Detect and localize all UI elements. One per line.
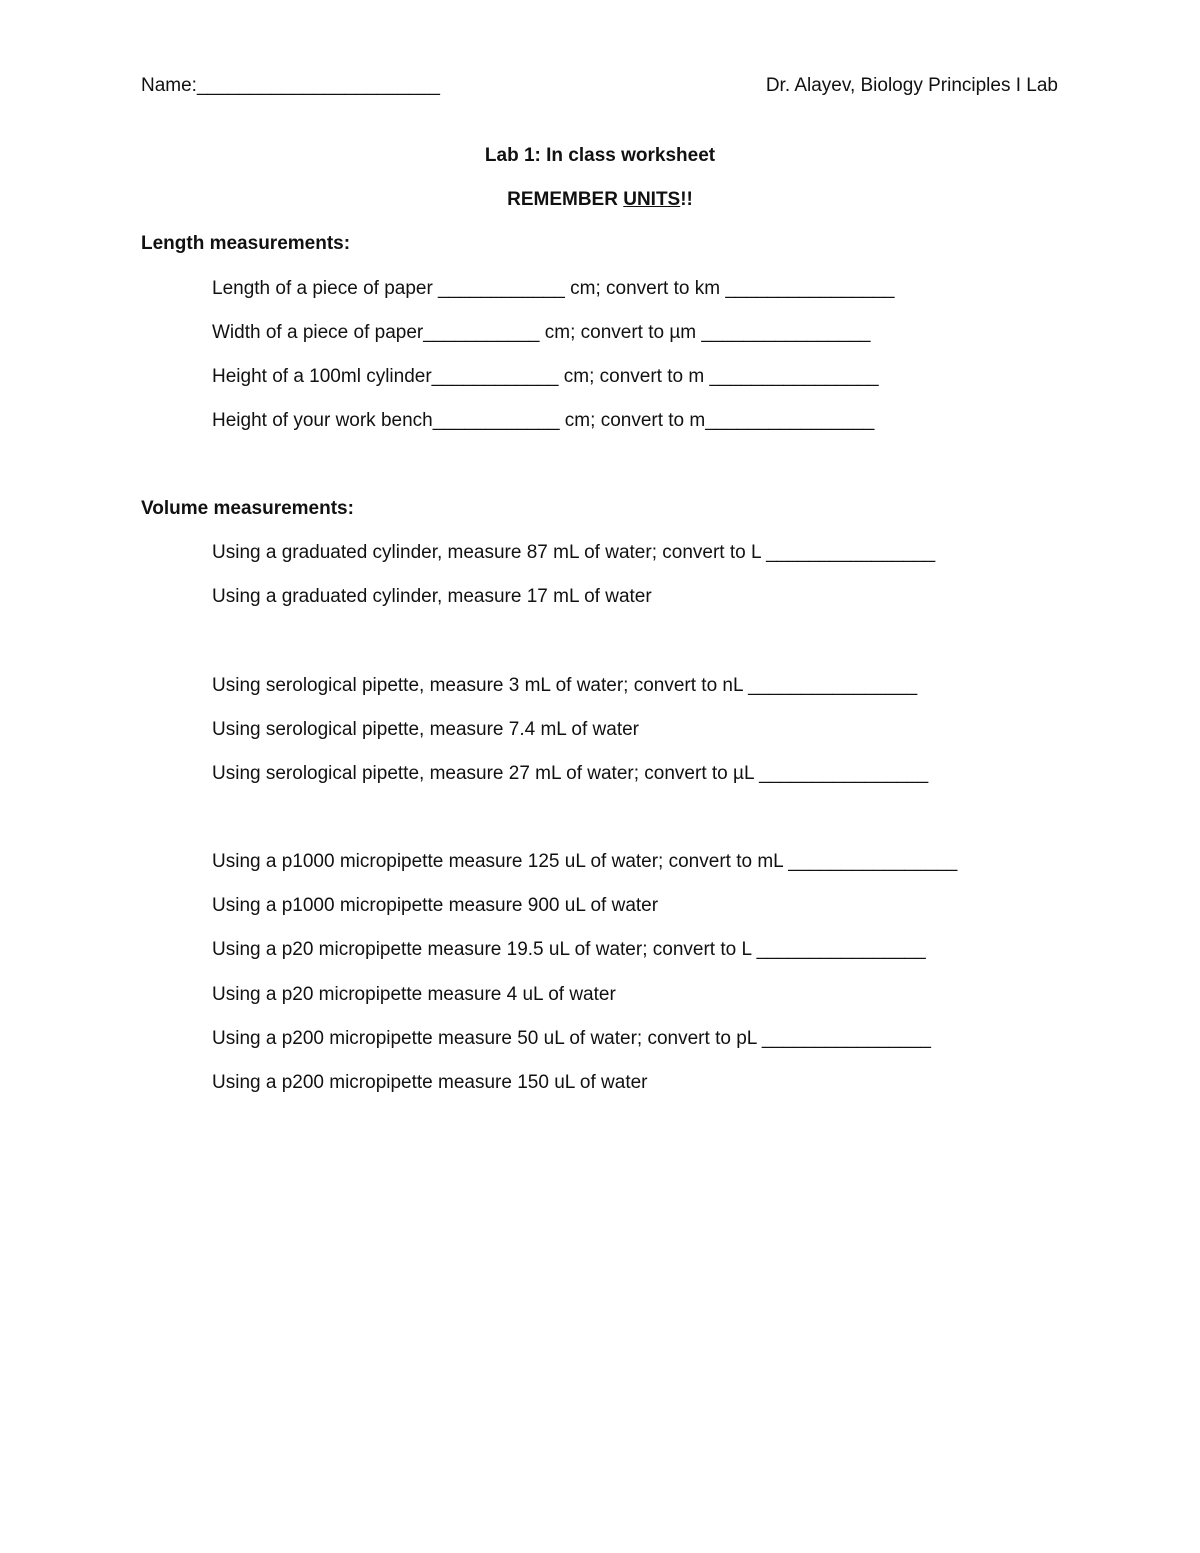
- volume-item: Using a p1000 micropipette measure 900 uL of water: [212, 895, 659, 916]
- name-field-label: Name:_______________________: [141, 75, 440, 96]
- remember-units-note: [0, 189, 1200, 211]
- volume-item: Using a graduated cylinder, measure 17 mL of water: [212, 586, 652, 607]
- volume-section-heading: Volume measurements:: [141, 498, 354, 519]
- remember-prefix: REMEMBER: [507, 189, 624, 210]
- page-title: Lab 1: In class worksheet: [484, 145, 716, 166]
- length-item: Length of a piece of paper ____________ cm; convert to km ________________: [212, 278, 895, 299]
- volume-item: Using a p1000 micropipette measure 125 uL of water; convert to mL ________________: [212, 851, 958, 872]
- volume-item: Using a graduated cylinder, measure 87 mL of water; convert to L ________________: [212, 542, 936, 563]
- volume-item: Using a p20 micropipette measure 4 uL of water: [212, 984, 616, 1005]
- length-section-heading: Length measurements:: [141, 233, 351, 254]
- volume-item: Using serological pipette, measure 27 mL of water; convert to µL ________________: [212, 763, 929, 784]
- volume-item: Using serological pipette, measure 7.4 mL of water: [212, 719, 640, 740]
- remember-suffix: !!: [680, 189, 693, 210]
- volume-item: Using a p200 micropipette measure 150 uL of water: [212, 1072, 648, 1093]
- length-item: Height of a 100ml cylinder____________ cm; convert to m ________________: [212, 366, 879, 387]
- length-item: Width of a piece of paper___________ cm; convert to µm ________________: [212, 322, 871, 343]
- volume-item: Using a p200 micropipette measure 50 uL of water; convert to pL ________________: [212, 1028, 931, 1049]
- course-title: Dr. Alayev, Biology Principles I Lab: [765, 75, 1058, 96]
- remember-units-emphasis: UNITS: [623, 189, 681, 210]
- length-item: Height of your work bench____________ cm; convert to m________________: [212, 410, 875, 431]
- volume-item: Using a p20 micropipette measure 19.5 uL of water; convert to L ________________: [212, 939, 926, 960]
- volume-item: Using serological pipette, measure 3 mL of water; convert to nL ________________: [212, 675, 918, 696]
